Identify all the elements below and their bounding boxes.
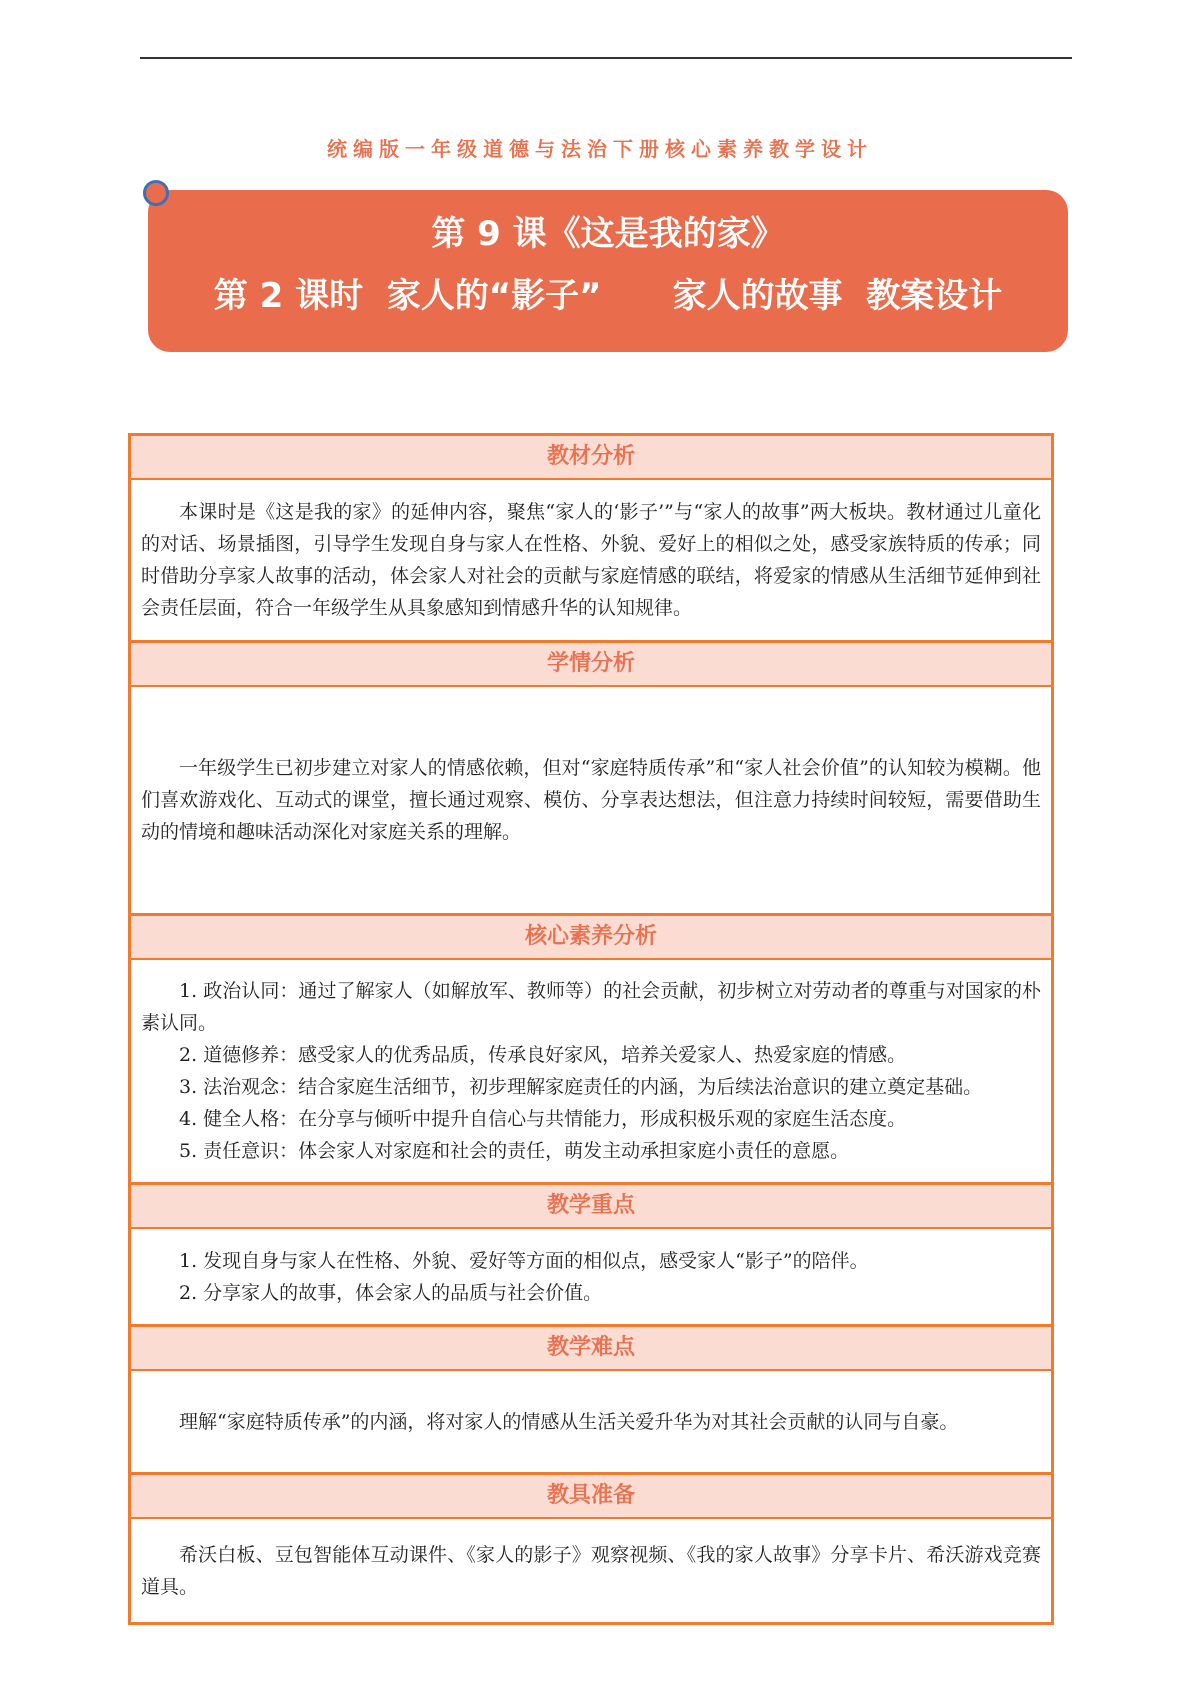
material-text: 本课时是《这是我的家》的延伸内容，聚焦“家人的‘影子’”与“家人的故事”两大板块。教材通过儿童化的对话、场景插图，引导学生发现自身与家人在性格、外貌、爱好上的相似之处，感受家族特质的传承；同时借助分享家人故事的活动，体会家人对社会的贡献与家庭情感的联结，将爱家的情感从生活细节延伸到社会责任层面，符合一年级学生从具象感知到情感升华的认知规律。 — [141, 501, 1041, 619]
students-text: 一年级学生已初步建立对家人的情感依赖，但对“家庭特质传承”和“家人社会价值”的认知较为模糊。他们喜欢游戏化、互动式的课堂，擅长通过观察、模仿、分享表达想法，但注意力持续时间较短，需要借助生动的情境和趣味活动深化对家庭关系的理解。 — [141, 757, 1041, 843]
difficulties-text: 理解“家庭特质传承”的内涵，将对家人的情感从生活关爱升华为对其社会贡献的认同与自豪。 — [179, 1410, 959, 1433]
section-heading-key-points: 教学重点 — [131, 1185, 1051, 1229]
section-body-students — [131, 687, 1051, 916]
section-heading-material: 教材分析 — [131, 436, 1051, 480]
title-banner — [148, 190, 1068, 352]
literacy-item: 1. 政治认同：通过了解家人（如解放军、教师等）的社会贡献，初步树立对劳动者的尊重与对国家的朴素认同。 — [141, 980, 1041, 1034]
lesson-plan-table — [128, 433, 1054, 1625]
section-heading-literacy: 核心素养分析 — [131, 916, 1051, 960]
literacy-item: 2. 道德修养：感受家人的优秀品质，传承良好家风，培养关爱家人、热爱家庭的情感。 — [179, 1044, 907, 1066]
key-point-item: 1. 发现自身与家人在性格、外貌、爱好等方面的相似点，感受家人“影子”的陪伴。 — [179, 1249, 869, 1272]
key-point-item: 2. 分享家人的故事，体会家人的品质与社会价值。 — [179, 1281, 603, 1304]
section-body-materials-prep — [131, 1519, 1051, 1622]
literacy-item: 4. 健全人格：在分享与倾听中提升自信心与共情能力，形成积极乐观的家庭生活态度。 — [179, 1108, 907, 1130]
section-body-material — [131, 480, 1051, 643]
banner-dot-icon — [143, 180, 169, 206]
top-rule — [140, 57, 1072, 59]
period-title: 第 2 课时 家人的“影子” 家人的故事 教案设计 — [213, 276, 1003, 316]
section-body-difficulties — [131, 1371, 1051, 1475]
section-heading-students: 学情分析 — [131, 643, 1051, 687]
section-body-literacy — [131, 960, 1051, 1185]
section-heading-difficulties: 教学难点 — [131, 1327, 1051, 1371]
literacy-item: 3. 法治观念：结合家庭生活细节，初步理解家庭责任的内涵，为后续法治意识的建立奠定基础。 — [179, 1076, 983, 1098]
section-heading-materials-prep: 教具准备 — [131, 1475, 1051, 1519]
materials-prep-text: 希沃白板、豆包智能体互动课件、《家人的影子》观察视频、《我的家人故事》分享卡片、希沃游戏竞赛道具。 — [141, 1543, 1041, 1598]
lesson-title: 第 9 课《这是我的家》 — [431, 214, 785, 254]
section-body-key-points — [131, 1229, 1051, 1327]
series-title: 统编版一年级道德与法治下册核心素养教学设计 — [327, 137, 873, 161]
literacy-item: 5. 责任意识：体会家人对家庭和社会的责任，萌发主动承担家庭小责任的意愿。 — [179, 1140, 850, 1162]
